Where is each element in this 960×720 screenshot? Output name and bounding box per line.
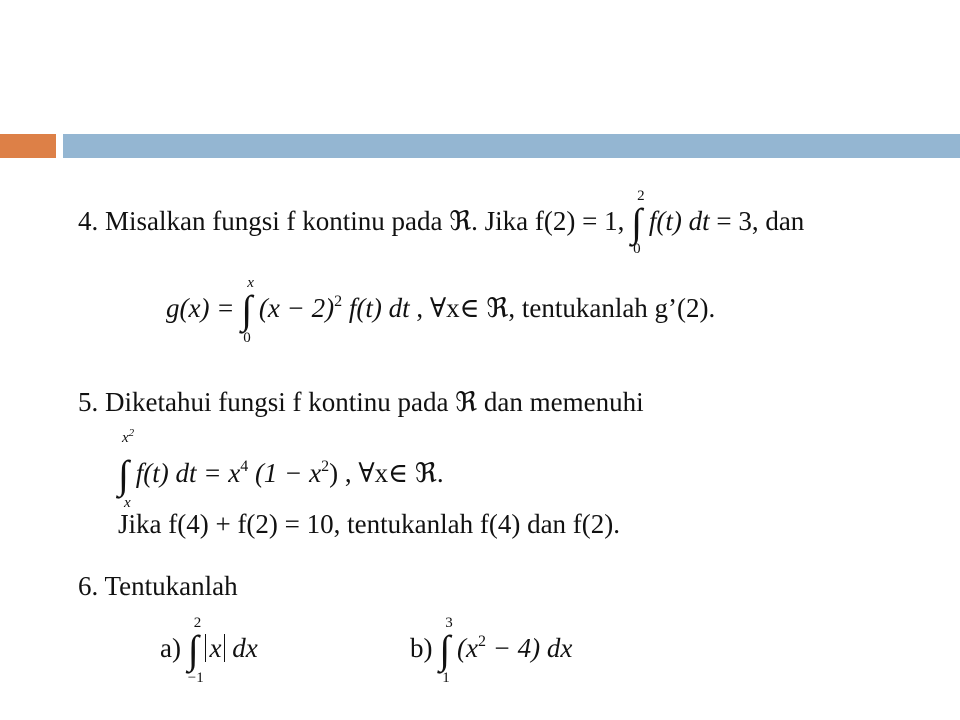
exponent: 2 (477, 633, 486, 650)
integral-lower-limit: −1 (187, 670, 204, 686)
integral-upper-limit: 2 (637, 188, 645, 204)
exponent: 2 (334, 293, 343, 310)
problem-4-question: , ∀x∈ ℜ, tentukanlah g’(2). (409, 293, 716, 323)
problem-5-intro: 5. Diketahui fungsi f kontinu pada ℜ dan memenuhi (78, 387, 644, 417)
integral-lower-limit: x (124, 495, 131, 511)
integral-sign: ∫ 3 1 (439, 615, 453, 686)
integral-upper-limit: x (247, 275, 254, 291)
integral-upper-limit: 3 (445, 615, 453, 631)
problem-4-definition (166, 275, 716, 346)
problem-6b (410, 615, 573, 686)
exponent: 4 (240, 458, 249, 475)
integral-sign: ∫ 2 0 (631, 188, 645, 257)
problem-4-statement (78, 188, 805, 257)
integrand: f(t) dt (342, 293, 410, 323)
title-accent-bar (0, 134, 56, 158)
integral-lower-limit: 0 (633, 241, 641, 257)
domain-condition: , ∀x∈ ℜ. (338, 458, 444, 488)
integrand: − 4) dx (485, 633, 573, 663)
integrand: (x (456, 633, 478, 663)
integrand-factor: (x − 2) (258, 293, 335, 323)
absolute-value: x (205, 634, 225, 662)
part-a-label: a) (160, 633, 188, 663)
rhs: ) (329, 458, 339, 488)
problem-5-equation (118, 427, 444, 511)
problem-4-intro: 4. Misalkan fungsi f kontinu pada ℜ. Jika f(2) = 1, (78, 206, 625, 236)
integral-sign: ∫ $x^2$ x (118, 427, 135, 511)
integral-lower-limit: 1 (442, 670, 450, 686)
integral-upper-limit: $x^2$ (122, 427, 135, 446)
g-function-lhs: g(x) = (166, 293, 242, 323)
title-bar (63, 134, 960, 158)
integral-value: = 3, dan (709, 206, 805, 236)
rhs: = x (196, 458, 241, 488)
integrand: f(t) dt (135, 458, 197, 488)
problem-6a (160, 615, 258, 686)
integral-sign: ∫ x 0 (241, 275, 254, 346)
differential: dx (225, 633, 258, 663)
integrand: f(t) dt (648, 206, 710, 236)
integral-lower-limit: 0 (243, 330, 251, 346)
integral-sign: ∫ 2 −1 (187, 615, 204, 686)
problem-5-question: Jika f(4) + f(2) = 10, tentukanlah f(4) dan f(2). (118, 509, 621, 539)
exponent: 2 (321, 458, 330, 475)
rhs: (1 − x (248, 458, 322, 488)
problem-6-intro: 6. Tentukanlah (78, 571, 238, 601)
integral-upper-limit: 2 (193, 615, 202, 631)
part-b-label: b) (410, 633, 440, 663)
